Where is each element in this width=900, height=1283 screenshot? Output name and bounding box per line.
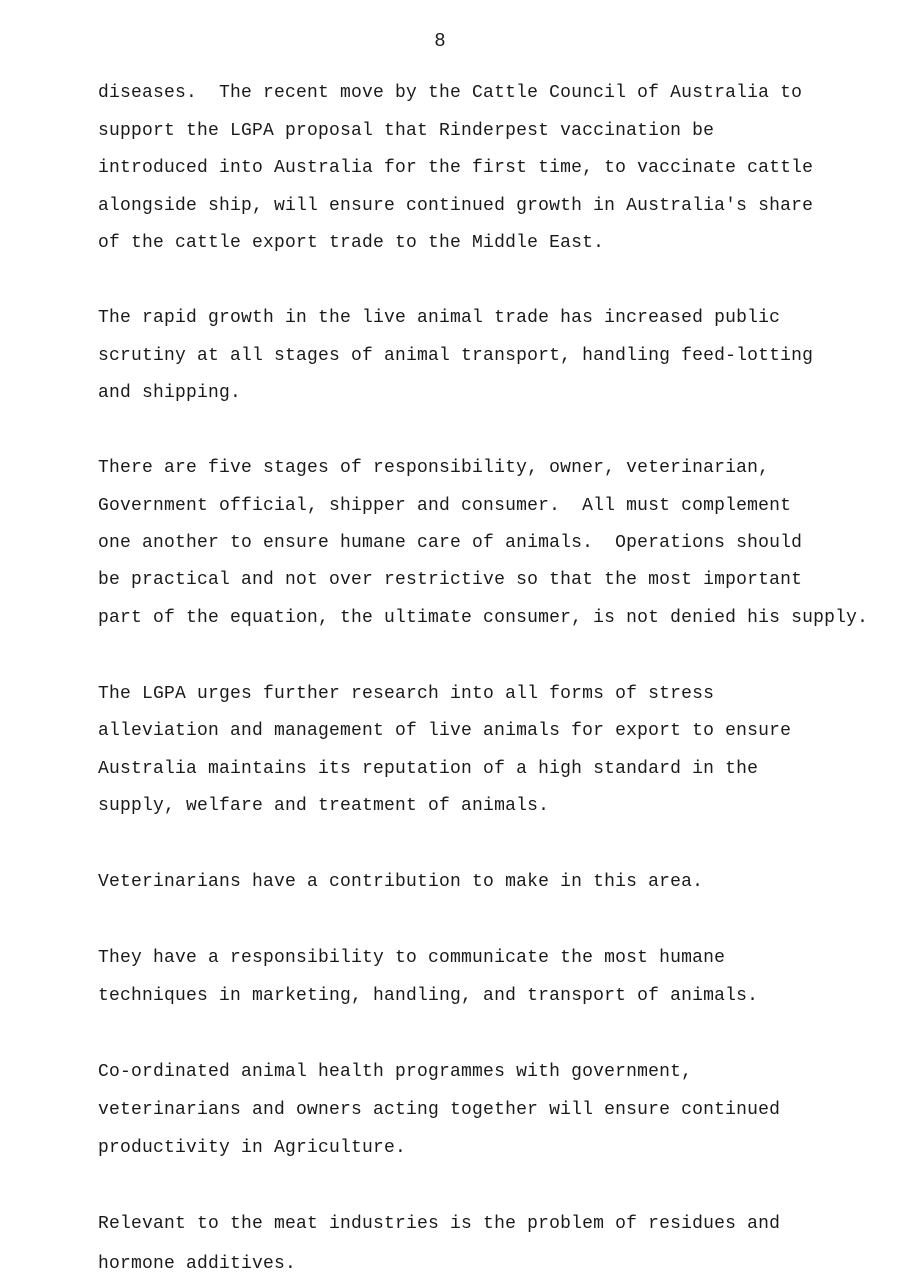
page-number: 8: [434, 30, 446, 52]
paragraph-3-line-2: Government official, shipper and consumer. All must complement: [98, 496, 792, 516]
paragraph-7-line-2: veterinarians and owners acting together will ensure continued: [98, 1100, 781, 1120]
paragraph-8-line-1: Relevant to the meat industries is the problem of residues and: [98, 1214, 781, 1234]
paragraph-3-line-3: one another to ensure humane care of animals. Operations should: [98, 533, 803, 553]
paragraph-1-line-2: support the LGPA proposal that Rinderpest vaccination be: [98, 121, 715, 141]
paragraph-7-line-3: productivity in Agriculture.: [98, 1138, 407, 1158]
paragraph-1-line-4: alongside ship, will ensure continued growth in Australia's share: [98, 196, 814, 216]
paragraph-3-line-5: part of the equation, the ultimate consumer, is not denied his supply.: [98, 608, 869, 628]
paragraph-3-line-1: There are five stages of responsibility, owner, veterinarian,: [98, 458, 770, 478]
paragraph-4-line-3: Australia maintains its reputation of a high standard in the: [98, 759, 759, 779]
paragraph-1-line-1: diseases. The recent move by the Cattle Council of Australia to: [98, 83, 803, 103]
paragraph-6-line-2: techniques in marketing, handling, and transport of animals.: [98, 986, 759, 1006]
paragraph-2-line-3: and shipping.: [98, 383, 242, 403]
paragraph-4-line-4: supply, welfare and treatment of animals.: [98, 796, 550, 816]
paragraph-4-line-1: The LGPA urges further research into all forms of stress: [98, 684, 715, 704]
paragraph-4-line-2: alleviation and management of live animals for export to ensure: [98, 721, 792, 741]
paragraph-5-line-1: Veterinarians have a contribution to make in this area.: [98, 872, 704, 892]
paragraph-7-line-1: Co-ordinated animal health programmes with government,: [98, 1062, 693, 1082]
paragraph-2-line-2: scrutiny at all stages of animal transport, handling feed-lotting: [98, 346, 814, 366]
paragraph-6-line-1: They have a responsibility to communicate the most humane: [98, 948, 726, 968]
paragraph-3-line-4: be practical and not over restrictive so that the most important: [98, 570, 803, 590]
paragraph-2-line-1: The rapid growth in the live animal trade has increased public: [98, 308, 781, 328]
paragraph-1-line-3: introduced into Australia for the first time, to vaccinate cattle: [98, 158, 814, 178]
paragraph-8-line-2: hormone additives.: [98, 1254, 297, 1274]
paragraph-1-line-5: of the cattle export trade to the Middle East.: [98, 233, 605, 253]
